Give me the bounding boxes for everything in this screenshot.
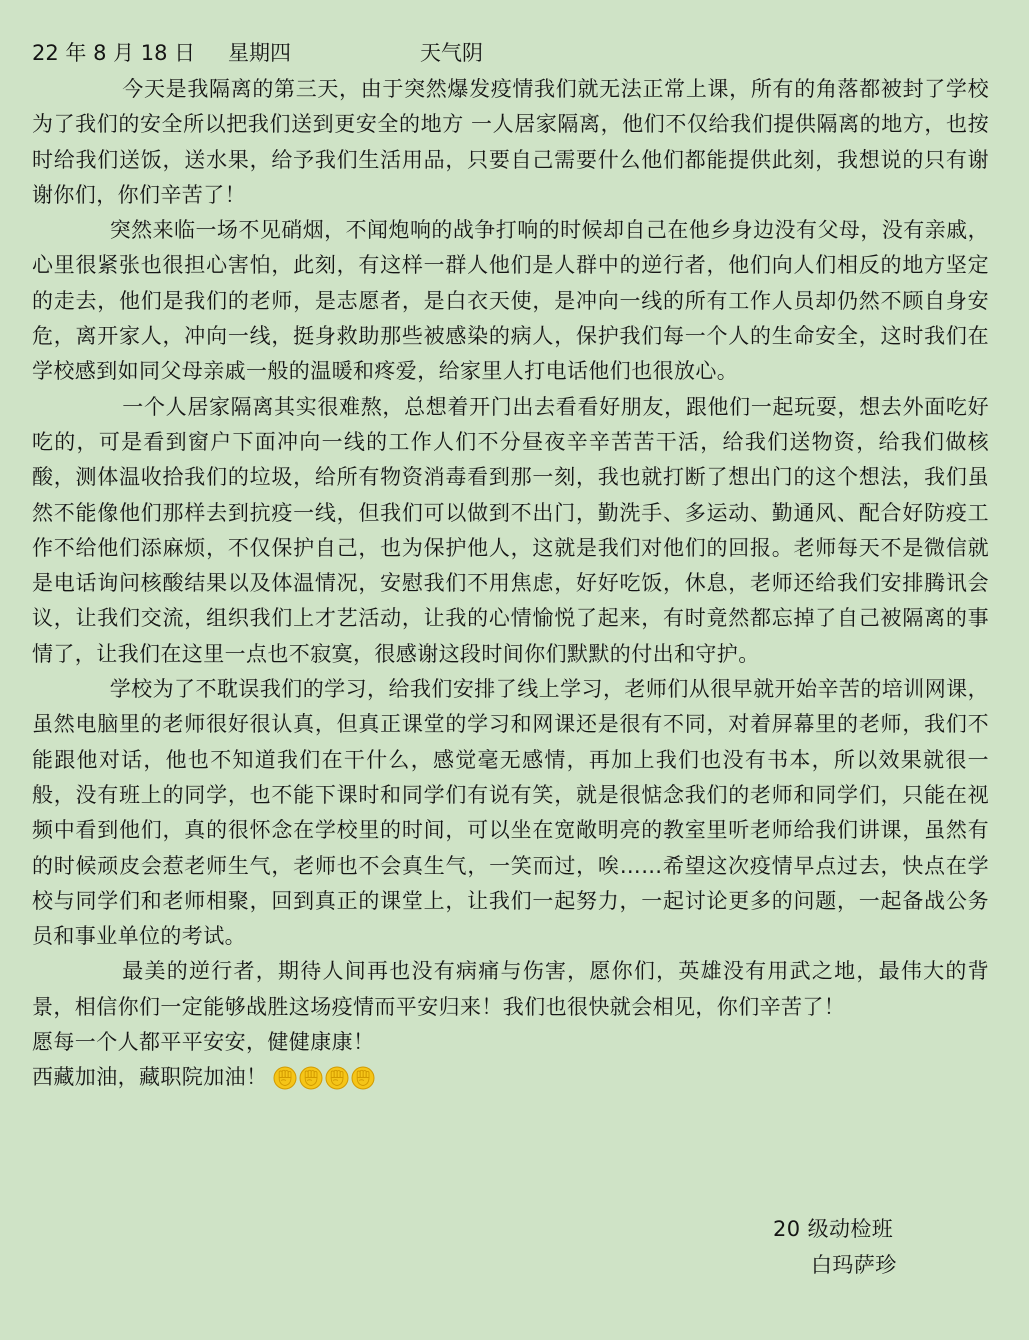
paragraph-3: 一个人居家隔离其实很难熬，总想着开门出去看看好朋友，跟他们一起玩耍，想去外面吃好吃的，可是看到窗户下面冲向一线的工作人们不分昼夜辛辛苦苦干活，给我们送物资，给我们做核酸，测体温收拾我们的垃圾，给所有物资消毒看到那一刻，我也就打断了想出门的这个想法，我们虽然不能像他们那样去到抗疫一线，但我们可以做到不出门，勤洗手、多运动、勤通风、配合好防疫工作不给他们添麻烦，不仅保护自己，也为保护他人，这就是我们对他们的回报。老师每天不是微信就是电话询问核酸结果以及体温情况，安慰我们不用焦虑，好好吃饭，休息，老师还给我们安排腾讯会议，让我们交流，组织我们上才艺活动，让我的心情愉悦了起来，有时竟然都忘掉了自己被隔离的事情了，让我们在这里一点也不寂寞，很感谢这段时间你们默默的付出和守护。 bbox=[32, 394, 989, 666]
diary-weather: 天气阴 bbox=[420, 41, 483, 65]
paragraph-5: 最美的逆行者，期待人间再也没有病痛与伤害，愿你们，英雄没有用武之地，最伟大的背景，相信你们一定能够战胜这场疫情而平安归来！我们也很快就会相见，你们辛苦了！ bbox=[32, 959, 989, 1019]
raised-fist-icon bbox=[325, 1066, 349, 1090]
raised-fist-icon bbox=[351, 1066, 375, 1090]
diary-weekday: 星期四 bbox=[228, 41, 291, 65]
paragraph-2: 突然来临一场不见硝烟，不闻炮响的战争打响的时候却自己在他乡身边没有父母，没有亲戚，心里很紧张也很担心害怕，此刻，有这样一群人他们是人群中的逆行者，他们向人们相反的地方坚定的走去，他们是我们的老师，是志愿者，是白衣天使，是冲向一线的所有工作人员却仍然不顾自身安危，离开家人，冲向一线，挺身救助那些被感染的病人，保护我们每一个人的生命安全，这时我们在学校感到如同父母亲戚一般的温暖和疼爱，给家里人打电话他们也很放心。 bbox=[32, 218, 989, 384]
closing-wish: 愿每一个人都平平安安，健健康康！ bbox=[32, 1030, 375, 1055]
diary-header bbox=[32, 36, 989, 70]
cheer-line bbox=[32, 1060, 989, 1095]
diary-date: 22 年 8 月 18 日 bbox=[32, 41, 196, 65]
signature-class: 20 级动检班 bbox=[773, 1217, 894, 1241]
cheer-text: 西藏加油，藏职院加油！ bbox=[32, 1065, 268, 1090]
raised-fist-icon bbox=[273, 1066, 297, 1090]
paragraph-1: 今天是我隔离的第三天，由于突然爆发疫情我们就无法正常上课，所有的角落都被封了学校为了我们的安全所以把我们送到更安全的地方 一人居家隔离，他们不仅给我们提供隔离的地方，也按时给我们送饭，送水果，给予我们生活用品，只要自己需要什么他们都能提供此刻，我想说的只有谢谢你们，你们辛苦了！ bbox=[32, 77, 989, 207]
paragraph-4: 学校为了不耽误我们的学习，给我们安排了线上学习，老师们从很早就开始辛苦的培训网课，虽然电脑里的老师很好很认真，但真正课堂的学习和网课还是很有不同，对着屏幕里的老师，我们不能跟他对话，他也不知道我们在干什么，感觉毫无感情，再加上我们也没有书本，所以效果就很一般，没有班上的同学，也不能下课时和同学们有说有笑，就是很惦念我们的老师和同学们，只能在视频中看到他们，真的很怀念在学校里的时间，可以坐在宽敞明亮的教室里听老师给我们讲课，虽然有的时候顽皮会惹老师生气，老师也不会真生气，一笑而过，唉……希望这次疫情早点过去，快点在学校与同学们和老师相聚，回到真正的课堂上，让我们一起努力，一起讨论更多的问题，一起备战公务员和事业单位的考试。 bbox=[32, 677, 989, 949]
signature-block bbox=[773, 1211, 897, 1283]
signature-author: 白玛萨珍 bbox=[811, 1253, 897, 1277]
fist-emoji-group bbox=[273, 1066, 375, 1090]
raised-fist-icon bbox=[299, 1066, 323, 1090]
